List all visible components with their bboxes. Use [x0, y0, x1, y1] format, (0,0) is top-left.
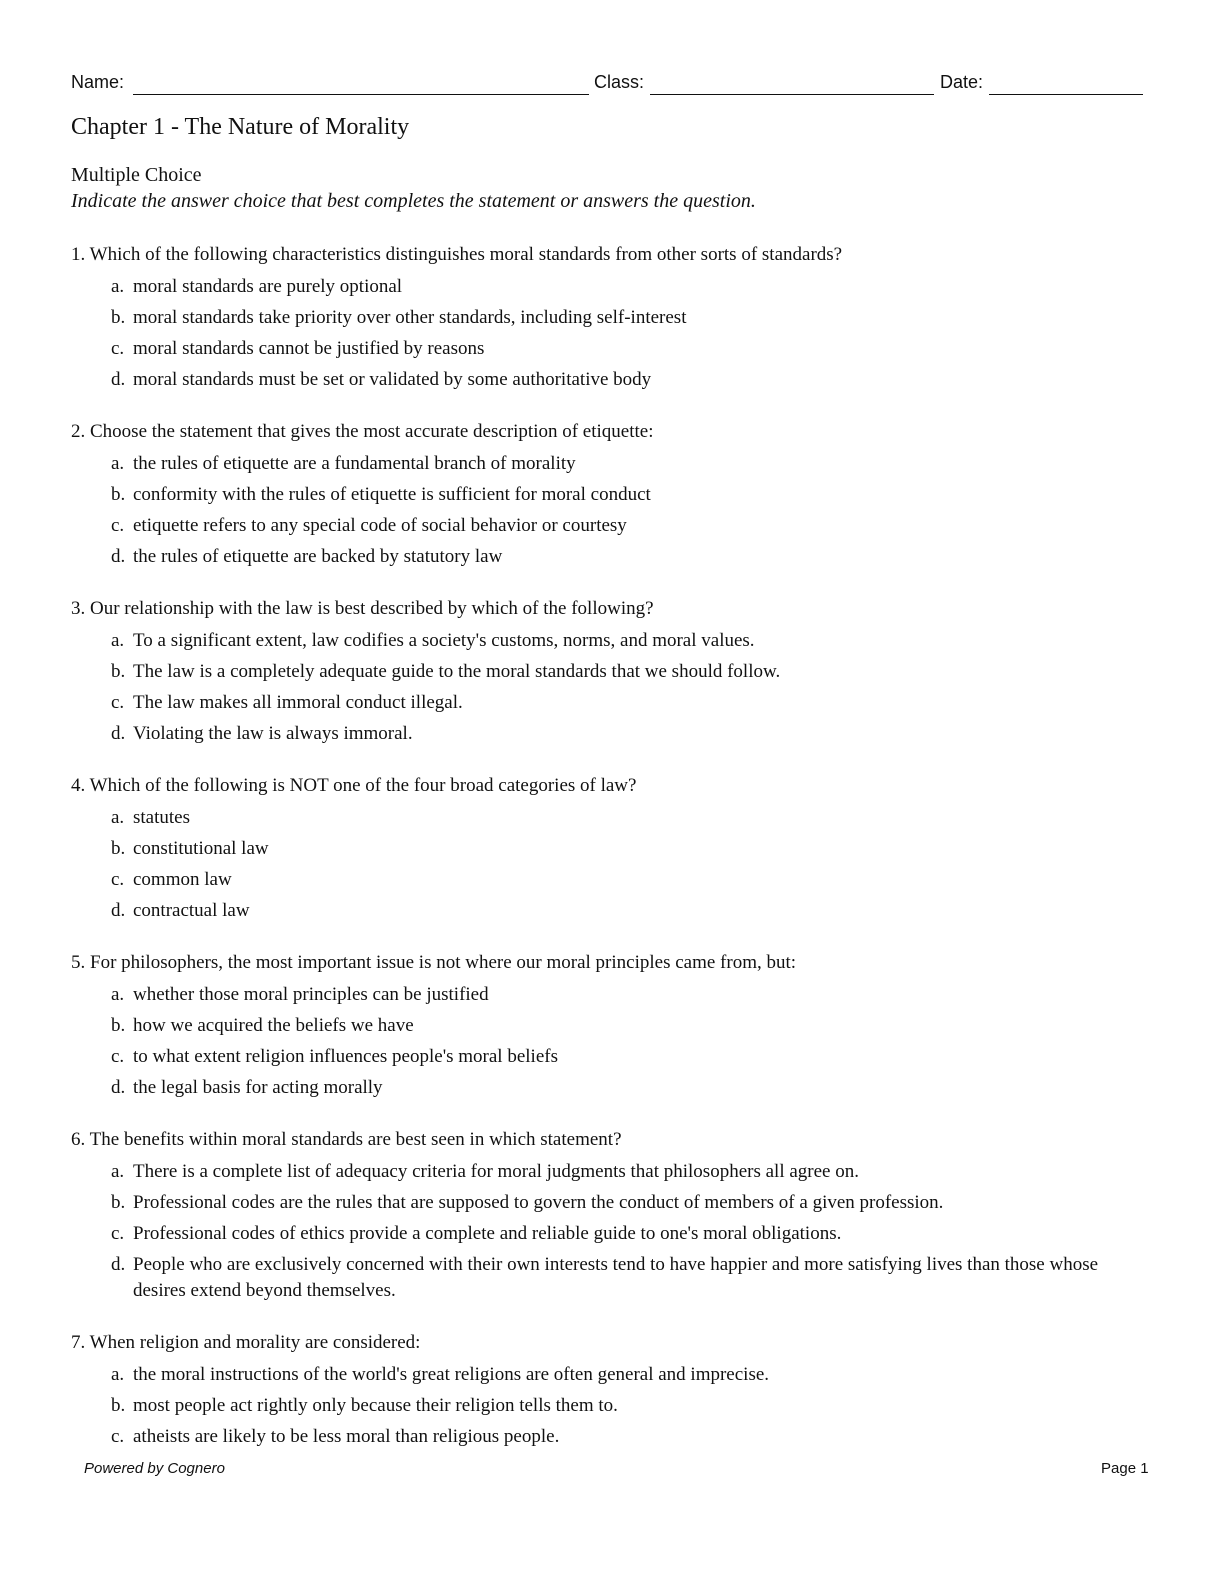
choice-letter: a. — [111, 453, 125, 474]
choice-letter: d. — [111, 1254, 126, 1275]
choice-letter: d. — [111, 369, 126, 390]
answer-choice — [71, 1013, 1151, 1039]
answer-choice — [71, 367, 1151, 393]
choice-letter: d. — [111, 723, 126, 744]
footer-page-number: Page 1 — [1101, 1460, 1149, 1477]
answer-choice — [71, 1424, 1151, 1450]
choice-letter: b. — [111, 484, 126, 505]
question-stem — [71, 240, 1151, 269]
choice-text: the moral instructions of the world's great religions are often general and imprecise. — [133, 1364, 770, 1385]
answer-choice — [71, 1159, 1151, 1185]
answer-choice — [71, 1252, 1151, 1304]
choice-text: most people act rightly only because their religion tells them to. — [133, 1395, 618, 1416]
chapter-title: Chapter 1 - The Nature of Morality — [71, 114, 410, 140]
question-text: Our relationship with the law is best described by which of the following? — [90, 598, 654, 619]
choice-text: contractual law — [133, 900, 250, 921]
answer-choice — [71, 1221, 1151, 1247]
choice-letter: c. — [111, 869, 125, 890]
question-text: Which of the following characteristics distinguishes moral standards from other sorts of standards? — [89, 244, 843, 265]
question-1 — [71, 240, 1151, 393]
answer-choice — [71, 305, 1151, 331]
question-number: 6. — [71, 1129, 86, 1150]
choice-text: The law is a completely adequate guide to the moral standards that we should follow. — [133, 661, 781, 682]
choice-text: moral standards take priority over other standards, including self-interest — [133, 307, 687, 328]
choice-text: Professional codes of ethics provide a complete and reliable guide to one's moral obligations. — [133, 1223, 842, 1244]
choice-letter: c. — [111, 1223, 125, 1244]
choice-letter: b. — [111, 307, 126, 328]
question-number: 4. — [71, 775, 86, 796]
question-text: Which of the following is NOT one of the four broad categories of law? — [89, 775, 637, 796]
question-7 — [71, 1328, 1151, 1450]
answer-choice — [71, 898, 1151, 924]
section-header — [71, 162, 756, 214]
question-stem — [71, 417, 1151, 446]
question-stem — [71, 1328, 1151, 1357]
question-stem — [71, 1125, 1151, 1154]
question-number: 2. — [71, 421, 86, 442]
question-4 — [71, 771, 1151, 924]
question-number: 7. — [71, 1332, 86, 1353]
question-text: For philosophers, the most important issue is not where our moral principles came from, but: — [90, 952, 797, 973]
date-line — [989, 94, 1143, 95]
choice-letter: d. — [111, 1077, 126, 1098]
choice-text: common law — [133, 869, 232, 890]
choice-text: constitutional law — [133, 838, 269, 859]
choice-text: Violating the law is always immoral. — [133, 723, 413, 744]
answer-choice — [71, 982, 1151, 1008]
choice-letter: c. — [111, 515, 125, 536]
class-label: Class: — [594, 72, 645, 92]
answer-choice — [71, 1044, 1151, 1070]
choice-text: the legal basis for acting morally — [133, 1077, 383, 1098]
name-line — [133, 94, 589, 95]
question-2 — [71, 417, 1151, 570]
choice-letter: c. — [111, 1426, 125, 1447]
choice-letter: a. — [111, 276, 125, 297]
choice-letter: b. — [111, 1192, 126, 1213]
answer-choice — [71, 451, 1151, 477]
choice-text: The law makes all immoral conduct illegal. — [133, 692, 463, 713]
choice-text: etiquette refers to any special code of social behavior or courtesy — [133, 515, 627, 536]
answer-choice — [71, 659, 1151, 685]
choice-text: how we acquired the beliefs we have — [133, 1015, 414, 1036]
choice-text: the rules of etiquette are a fundamental branch of morality — [133, 453, 576, 474]
choice-letter: d. — [111, 546, 126, 567]
choice-text: the rules of etiquette are backed by statutory law — [133, 546, 503, 567]
answer-choice — [71, 867, 1151, 893]
choice-letter: c. — [111, 338, 125, 359]
choice-letter: a. — [111, 984, 125, 1005]
question-5 — [71, 948, 1151, 1101]
answer-choice — [71, 690, 1151, 716]
question-stem — [71, 594, 1151, 623]
choice-letter: a. — [111, 1161, 125, 1182]
choice-letter: a. — [111, 1364, 125, 1385]
answer-choice — [71, 805, 1151, 831]
name-label: Name: — [71, 72, 125, 92]
answer-choice — [71, 836, 1151, 862]
choice-text: to what extent religion influences people's moral beliefs — [133, 1046, 558, 1067]
choice-letter: b. — [111, 1015, 126, 1036]
choice-text: There is a complete list of adequacy criteria for moral judgments that philosophers all agree on. — [133, 1161, 859, 1182]
answer-choice — [71, 274, 1151, 300]
answer-choice — [71, 1190, 1151, 1216]
choice-text: Professional codes are the rules that are supposed to govern the conduct of members of a given profession. — [133, 1192, 944, 1213]
answer-choice — [71, 1393, 1151, 1419]
question-6 — [71, 1125, 1151, 1304]
choice-letter: b. — [111, 661, 126, 682]
question-text: When religion and morality are considered: — [89, 1332, 421, 1353]
question-text: The benefits within moral standards are best seen in which statement? — [89, 1129, 622, 1150]
choice-text: whether those moral principles can be justified — [133, 984, 489, 1005]
choice-letter: a. — [111, 630, 125, 651]
class-line — [650, 94, 934, 95]
choice-letter: b. — [111, 838, 126, 859]
question-text: Choose the statement that gives the most accurate description of etiquette: — [90, 421, 654, 442]
choice-text: statutes — [133, 807, 190, 828]
answer-choice — [71, 513, 1151, 539]
question-stem — [71, 948, 1151, 977]
choice-letter: c. — [111, 692, 125, 713]
choice-text: moral standards cannot be justified by reasons — [133, 338, 485, 359]
student-info-header — [71, 72, 1143, 98]
footer-powered-by: Powered by Cognero — [84, 1460, 225, 1477]
answer-choice — [71, 482, 1151, 508]
choice-text: moral standards are purely optional — [133, 276, 403, 297]
answer-choice — [71, 1362, 1151, 1388]
question-3 — [71, 594, 1151, 747]
choice-text: atheists are likely to be less moral than religious people. — [133, 1426, 560, 1447]
choice-text: moral standards must be set or validated by some authoritative body — [133, 369, 652, 390]
question-number: 1. — [71, 244, 86, 265]
answer-choice — [71, 544, 1151, 570]
choice-text: To a significant extent, law codifies a society's customs, norms, and moral values. — [133, 630, 755, 651]
answer-choice — [71, 628, 1151, 654]
section-heading: Multiple Choice — [71, 164, 202, 186]
answer-choice — [71, 1075, 1151, 1101]
choice-text: conformity with the rules of etiquette is sufficient for moral conduct — [133, 484, 651, 505]
question-list — [71, 240, 1151, 1474]
choice-letter: b. — [111, 1395, 126, 1416]
question-number: 5. — [71, 952, 86, 973]
section-instruction: Indicate the answer choice that best completes the statement or answers the question. — [71, 190, 756, 212]
question-number: 3. — [71, 598, 86, 619]
answer-choice — [71, 721, 1151, 747]
choice-text: People who are exclusively concerned with their own interests tend to have happier and more satisfying lives than those whose desires extend beyond themselves. — [133, 1254, 1099, 1301]
choice-letter: a. — [111, 807, 125, 828]
choice-letter: c. — [111, 1046, 125, 1067]
question-stem — [71, 771, 1151, 800]
answer-choice — [71, 336, 1151, 362]
choice-letter: d. — [111, 900, 126, 921]
date-label: Date: — [940, 72, 984, 92]
